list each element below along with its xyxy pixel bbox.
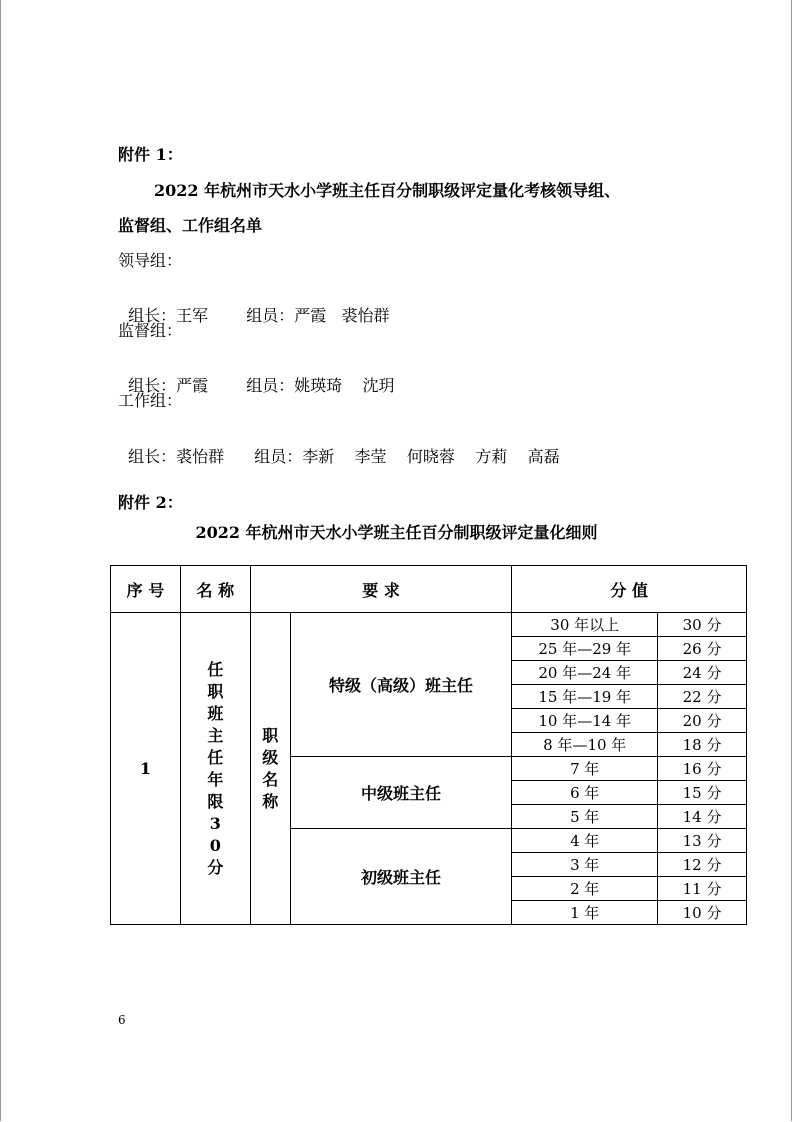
years-cell: 25 年—29 年 <box>512 637 658 661</box>
years-cell: 3 年 <box>512 853 658 877</box>
group-name-leadership: 领导组： <box>118 251 183 270</box>
attachment1-title-line2: 监督组、工作组名单 <box>118 216 263 235</box>
level-title-senior: 特级（高级）班主任 <box>290 613 512 757</box>
group-row-working <box>118 427 560 467</box>
row-name: 任职班主任年限30分 <box>207 659 224 877</box>
table-header-row <box>111 566 747 613</box>
years-cell: 7 年 <box>512 757 658 781</box>
years-cell: 15 年—19 年 <box>512 685 658 709</box>
years-cell: 10 年—14 年 <box>512 709 658 733</box>
years-cell: 4 年 <box>512 829 658 853</box>
years-cell: 6 年 <box>512 781 658 805</box>
score-cell: 15 分 <box>658 781 747 805</box>
header-no: 序 号 <box>111 566 181 613</box>
group-members: 组员：严霞 裘怡群 <box>246 306 390 325</box>
score-cell: 30 分 <box>658 613 747 637</box>
score-cell: 10 分 <box>658 901 747 925</box>
group-leader: 组长：严霞 <box>128 376 209 395</box>
group-row-supervision <box>118 356 395 396</box>
group-members: 组员：李新 李莹 何晓蓉 方莉 高磊 <box>254 447 560 466</box>
group-leader: 组长：王军 <box>128 306 209 325</box>
header-name: 名 称 <box>180 566 250 613</box>
level-title-intermediate: 中级班主任 <box>290 757 512 829</box>
level-title-junior: 初级班主任 <box>290 829 512 925</box>
table-row <box>111 613 747 637</box>
years-cell: 30 年以上 <box>512 613 658 637</box>
category-label: 职级名称 <box>262 725 279 811</box>
row-number: 1 <box>111 613 181 925</box>
rules-table <box>110 565 747 925</box>
group-row-leadership <box>118 286 389 326</box>
category-cell <box>250 613 290 925</box>
group-name-working: 工作组： <box>118 391 183 410</box>
group-members: 组员：姚瑛琦 沈玥 <box>246 376 395 395</box>
years-cell: 8 年—10 年 <box>512 733 658 757</box>
score-cell: 22 分 <box>658 685 747 709</box>
score-cell: 26 分 <box>658 637 747 661</box>
attachment2-heading: 附件 2： <box>118 493 183 512</box>
group-name-supervision: 监督组： <box>118 321 183 340</box>
row-name-cell <box>180 613 250 925</box>
score-cell: 14 分 <box>658 805 747 829</box>
score-cell: 18 分 <box>658 733 747 757</box>
years-cell: 5 年 <box>512 805 658 829</box>
attachment1-title-line1: 2022 年杭州市天水小学班主任百分制职级评定量化考核领导组、 <box>154 181 621 200</box>
score-cell: 16 分 <box>658 757 747 781</box>
attachment2-title: 2022 年杭州市天水小学班主任百分制职级评定量化细则 <box>195 523 598 542</box>
page-number: 6 <box>118 1013 126 1027</box>
header-score: 分 值 <box>512 566 747 613</box>
score-cell: 20 分 <box>658 709 747 733</box>
score-cell: 12 分 <box>658 853 747 877</box>
attachment1-heading: 附件 1： <box>118 145 183 164</box>
score-cell: 24 分 <box>658 661 747 685</box>
score-cell: 11 分 <box>658 877 747 901</box>
years-cell: 2 年 <box>512 877 658 901</box>
years-cell: 20 年—24 年 <box>512 661 658 685</box>
header-requirement: 要 求 <box>250 566 512 613</box>
score-cell: 13 分 <box>658 829 747 853</box>
group-leader: 组长：裘怡群 <box>128 447 225 466</box>
years-cell: 1 年 <box>512 901 658 925</box>
